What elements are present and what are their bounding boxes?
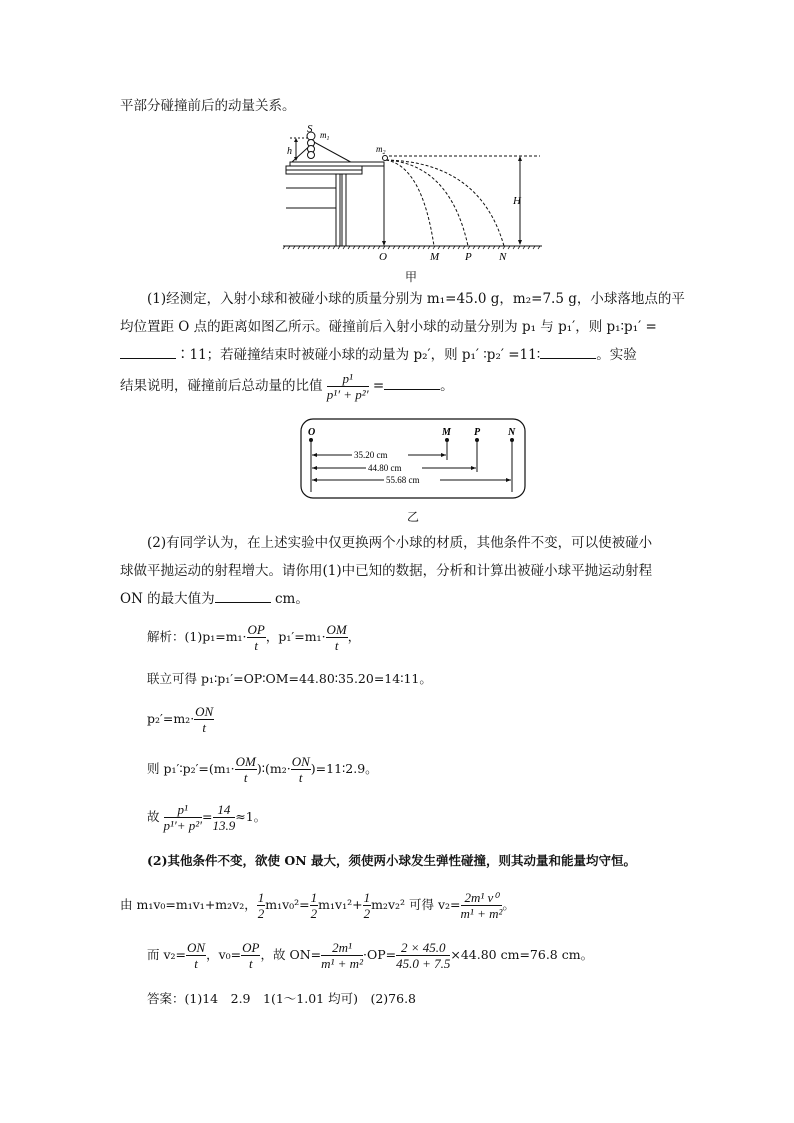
q1-line3: ∶11；若碰撞结束时被碰小球的动量为 p₂′，则 p₁′ ∶p₂′ =11∶ 。实验 [120, 346, 637, 364]
label-m1: $m_1$ [320, 130, 330, 142]
solution-line6: (2)其他条件不变，欲使 ON 最大，须使两小球发生弹性碰撞，则其动量和能量均守恒。 [147, 853, 637, 868]
label-m2: $m_2$ [376, 144, 386, 156]
figure-yi-caption: 乙 [407, 510, 420, 524]
q2-line1: (2)有同学认为，在上述实验中仅更换两个小球的材质，其他条件不变，可以使被碰小 [147, 535, 653, 551]
yi-label-P: P [474, 427, 481, 438]
q2-line3: ON 的最大值为 cm。 [120, 591, 309, 607]
dist-OP: 44.80 cm [368, 463, 402, 473]
answer-blank-2[interactable] [540, 346, 596, 359]
answer-blank-4[interactable] [215, 590, 271, 603]
q1-line1: (1)经测定，入射小球和被碰小球的质量分别为 m₁=45.0 g，m₂=7.5 g，小球落地点的平 [147, 291, 685, 307]
figure-jia-caption: 甲 [405, 270, 418, 284]
yi-label-N: N [508, 427, 516, 438]
answer-blank-3[interactable] [384, 377, 440, 390]
label-O: O [379, 251, 387, 263]
label-S: S [307, 123, 313, 135]
solution-line8: 而 v₂= $\frac{ON}{t}$ ，v₀= $\frac{OP}{t}$ ，故 ON= $\frac{\text{2m¹}}{\text{m¹ + m²}}$ ·OP= $\frac{2 \times 45.0}{45.0 + 7.5}$ ×44.80 cm=76.8 cm。 [147, 940, 594, 971]
yi-label-O: O [308, 427, 316, 438]
solution-line3: p₂′=m₂· $\frac{ON}{t}$ [147, 704, 214, 735]
label-N: N [499, 251, 507, 263]
answer-blank-1[interactable] [120, 346, 176, 359]
figure-yi [300, 418, 526, 500]
label-P: P [465, 251, 472, 263]
solution-line1: 解析：(1)p₁=m₁· $\frac{OP}{t}$ ，p₁′=m₁· $\frac{OM}{t}$ ， [147, 622, 361, 653]
q1-line4: 结果说明，碰撞前后总动量的比值 $\frac{\text{p¹}}{\text{p¹′ + p²′}}$ = 。 [120, 371, 454, 402]
answer-line: 答案：(1)14 2.9 1(1～1.01 均可) (2)76.8 [147, 991, 416, 1006]
momentum-ratio-fraction: $\frac{\text{p¹}}{\text{p¹′ + p²′}}$ [326, 371, 369, 402]
q2-line2: 球做平抛运动的射程增大。请你用(1)中已知的数据，分析和计算出被碰小球平抛运动射程 [120, 563, 653, 579]
yi-label-M: M [442, 427, 451, 438]
dist-ON: 55.68 cm [386, 475, 420, 485]
solution-line2: 联立可得 p₁∶p₁′=OP∶OM=44.80∶35.20=14∶11。 [147, 671, 432, 686]
figure-jia [280, 122, 550, 270]
solution-line7: 由 m₁v₀=m₁v₁+m₂v₂， $\frac{1}{2}$ m₁v₀²= $\frac{1}{2}$ m₁v₁²+ $\frac{1}{2}$ m₂v₂² 可得 v₂= $\frac{\text{2m¹ v⁰}}{\text{m¹ + m²}}$ 。 [120, 890, 515, 921]
label-h: h [287, 146, 292, 157]
dist-OM: 35.20 cm [354, 450, 388, 460]
q1-line2: 均位置距 O 点的距离如图乙所示。碰撞前后入射小球的动量分别为 p₁ 与 p₁′，则 p₁∶p₁′ = [120, 319, 657, 335]
label-M: M [430, 251, 440, 263]
label-H: H [513, 195, 521, 207]
solution-line4: 则 p₁′∶p₂′=(m₁· $\frac{OM}{t}$ )∶(m₂· $\frac{ON}{t}$ )=11∶2.9。 [147, 754, 378, 785]
solution-line5: 故 $\frac{\text{p¹}}{\text{p¹′+ p²′}}$ = $\frac{14}{13.9}$ ≈1。 [147, 802, 267, 833]
intro-line: 平部分碰撞前后的动量关系。 [120, 98, 296, 114]
